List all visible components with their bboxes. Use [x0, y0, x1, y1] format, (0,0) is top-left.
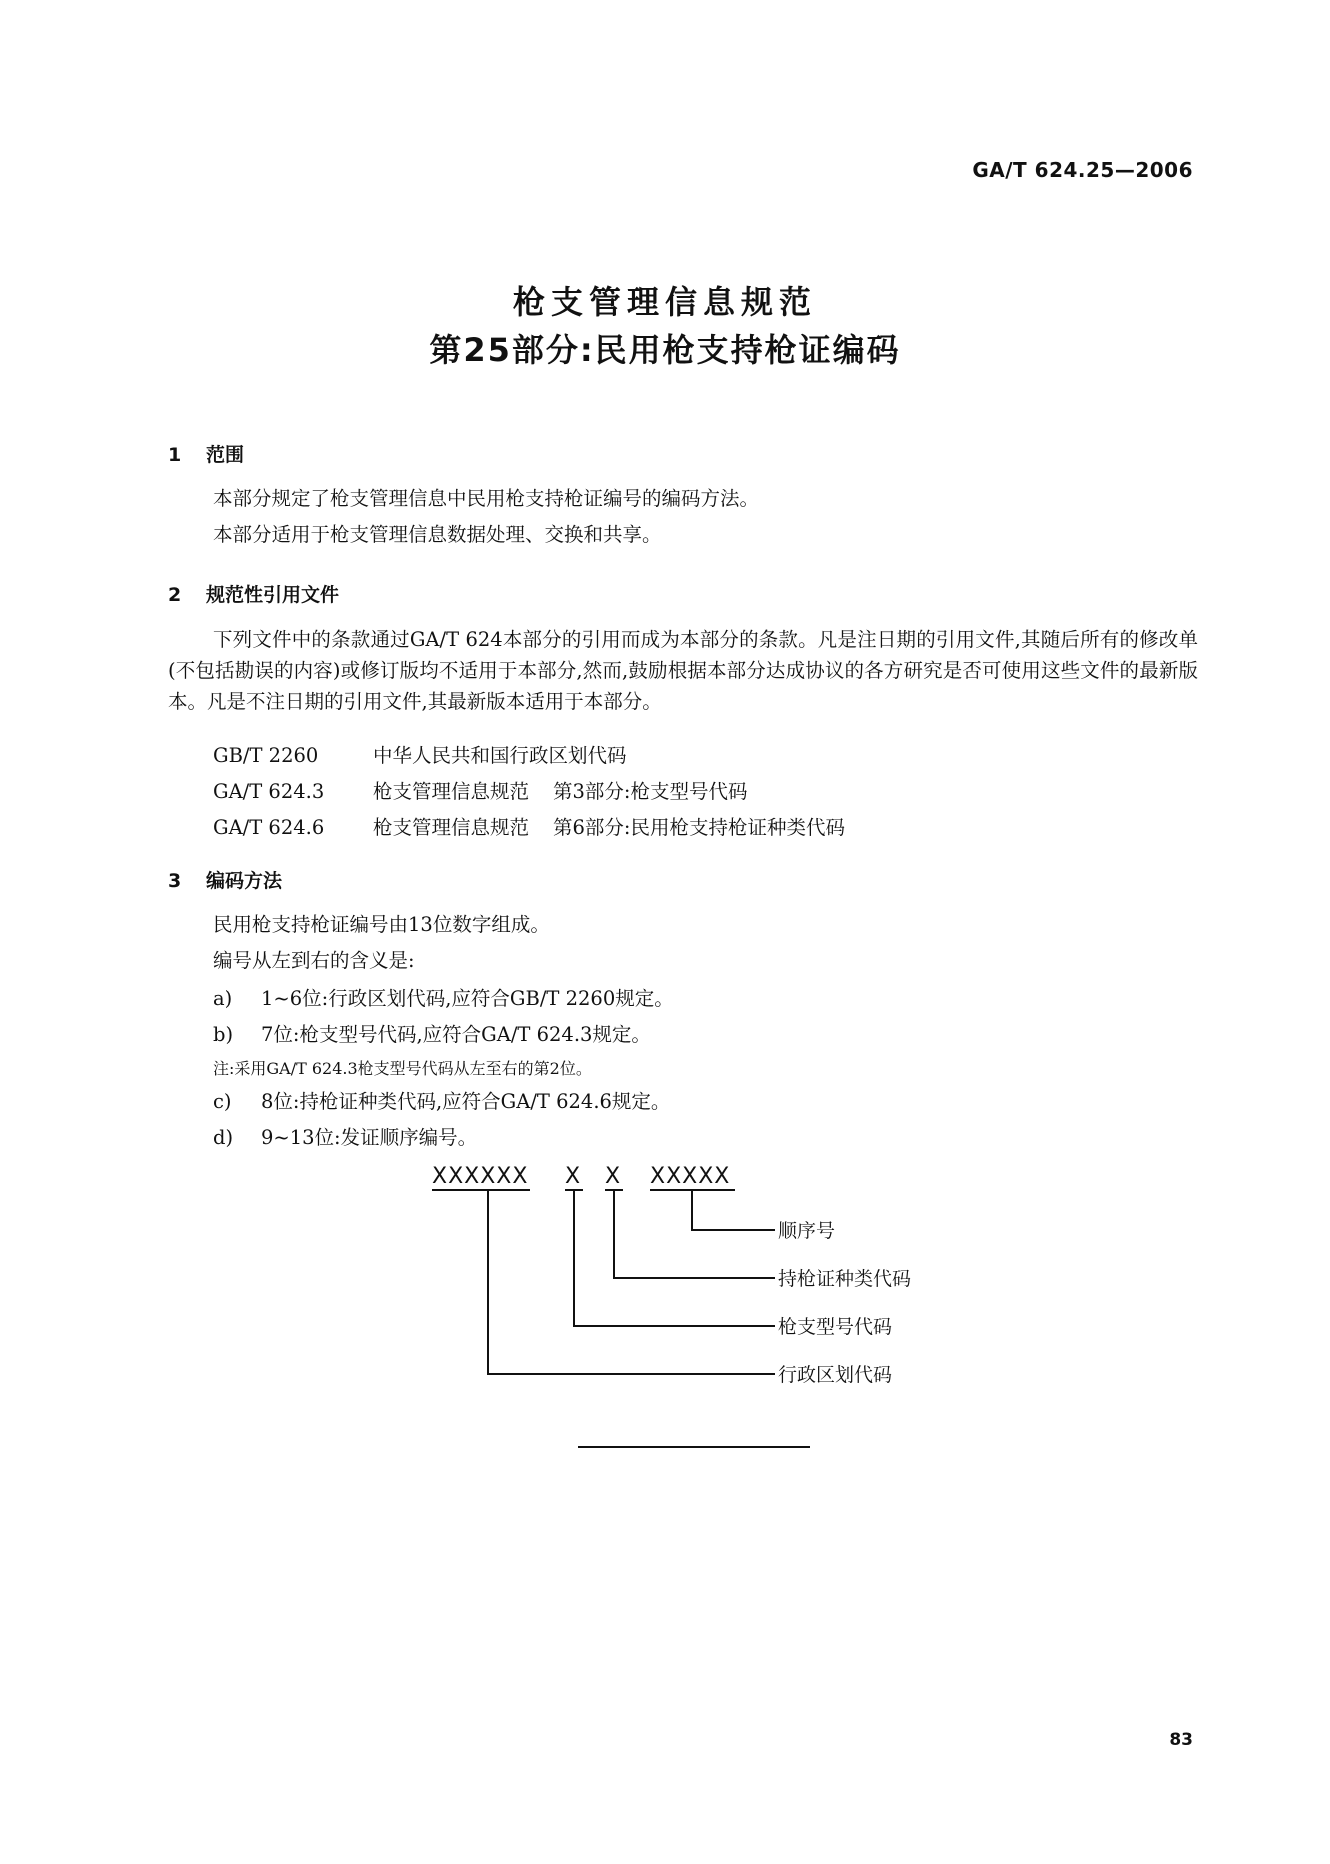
- reference-code: GA/T 624.6: [213, 816, 325, 839]
- list-item: [213, 1019, 651, 1047]
- document-title: 枪支管理信息规范: [512, 283, 817, 321]
- reference-row: [213, 812, 845, 840]
- document-code: GA/T 624.25—2006: [972, 158, 1193, 182]
- connector-license-type: [614, 1190, 775, 1278]
- connector-region: [488, 1190, 775, 1374]
- list-text: 8位:持枪证种类代码,应符合GA/T 624.6规定。: [261, 1090, 671, 1113]
- coding-paragraph-2: 编号从左到右的含义是:: [213, 949, 415, 972]
- section-heading-scope: [168, 440, 244, 467]
- page-number: 83: [1169, 1730, 1193, 1750]
- list-text: 9~13位:发证顺序编号。: [261, 1126, 478, 1149]
- section-title: 范围: [206, 444, 245, 466]
- list-text: 1~6位:行政区划代码,应符合GB/T 2260规定。: [261, 987, 674, 1010]
- list-marker: a): [213, 987, 233, 1010]
- list-item: [213, 983, 674, 1011]
- section-number: 3: [168, 870, 182, 892]
- reference-part: 第6部分:民用枪支持枪证种类代码: [553, 816, 845, 839]
- references-paragraph: 下列文件中的条款通过GA/T 624本部分的引用而成为本部分的条款。凡是注日期的引用文件,其随后所有的修改单(不包括勘误的内容)或修订版均不适用于本部分,然而,鼓励根据本部分达成协议的各方研究是否可使用这些文件的最新版本。凡是不注日期的引用文件,其最新版本适用于本部分。: [168, 628, 1198, 713]
- reference-title: 中华人民共和国行政区划代码: [373, 744, 627, 767]
- section-heading-normative-references: [168, 580, 339, 607]
- diagram-labels: [778, 1220, 911, 1386]
- connector-sequence: [692, 1190, 775, 1230]
- list-marker: b): [213, 1023, 234, 1046]
- section-number: 1: [168, 444, 182, 466]
- section-heading-coding-method: [168, 866, 282, 893]
- segment-gun-type-code: X: [565, 1164, 582, 1189]
- reference-code: GA/T 624.3: [213, 780, 325, 803]
- list-item: [213, 1122, 477, 1150]
- list-marker: d): [213, 1126, 234, 1149]
- label-region-code: 行政区划代码: [778, 1364, 893, 1386]
- segment-region-code: XXXXXX: [432, 1164, 529, 1189]
- list-text: 7位:枪支型号代码,应符合GA/T 624.3规定。: [261, 1023, 651, 1046]
- list-item: [213, 1086, 670, 1114]
- end-rule: [578, 1446, 810, 1448]
- reference-title: 枪支管理信息规范: [373, 780, 530, 803]
- note: 注:采用GA/T 624.3枪支型号代码从左至右的第2位。: [213, 1059, 592, 1078]
- reference-part: 第3部分:枪支型号代码: [553, 780, 748, 803]
- reference-code: GB/T 2260: [213, 744, 319, 767]
- reference-title: 枪支管理信息规范: [373, 816, 530, 839]
- list-marker: c): [213, 1090, 232, 1113]
- connector-gun-type: [574, 1190, 775, 1326]
- label-gun-type-code: 枪支型号代码: [778, 1316, 893, 1338]
- code-segments: [432, 1164, 730, 1189]
- reference-row: [213, 740, 651, 768]
- reference-row: [213, 776, 748, 804]
- section-title: 规范性引用文件: [206, 584, 340, 606]
- scope-paragraph-2: 本部分适用于枪支管理信息数据处理、交换和共享。: [213, 523, 662, 546]
- label-sequence-number: 顺序号: [778, 1220, 836, 1242]
- diagram-lines: [432, 1190, 775, 1374]
- segment-license-type-code: X: [605, 1164, 622, 1189]
- coding-paragraph-1: 民用枪支持枪证编号由13位数字组成。: [213, 913, 550, 936]
- label-license-type-code: 持枪证种类代码: [778, 1268, 912, 1290]
- segment-sequence-number: XXXXX: [650, 1164, 731, 1189]
- document-subtitle: 第25部分:民用枪支持枪证编码: [429, 331, 901, 369]
- scope-paragraph-1: 本部分规定了枪支管理信息中民用枪支持枪证编号的编码方法。: [213, 487, 760, 510]
- section-number: 2: [168, 584, 182, 606]
- section-title: 编码方法: [206, 870, 283, 892]
